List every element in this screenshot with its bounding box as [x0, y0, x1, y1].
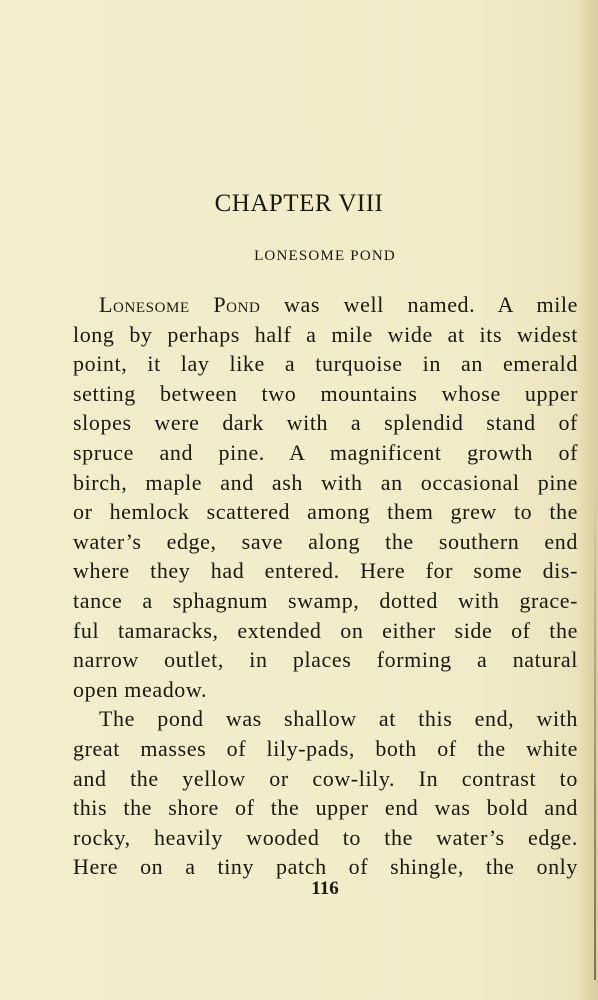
text-line: open meadow. [73, 676, 208, 702]
page-edge-shadow [594, 480, 596, 980]
text-line: Here on a tiny patch of shingle, the only [73, 854, 578, 880]
text-line: great masses of lily-pads, both of the white [73, 735, 578, 761]
text-line: where they had entered. Here for some dis- [73, 558, 578, 584]
text-line: tance a sphagnum swamp, dotted with grace- [73, 587, 578, 613]
text-line: slopes were dark with a splendid stand of [73, 410, 578, 436]
text-line: spruce and pine. A magnificent growth of [73, 439, 578, 465]
text-line: birch, maple and ash with an occasional pine [73, 469, 578, 495]
text-line: narrow outlet, in places forming a natural [73, 647, 578, 673]
text-line: point, it lay like a turquoise in an emerald [73, 351, 578, 377]
chapter-title: CHAPTER VIII [214, 190, 384, 217]
text-line: The pond was shallow at this end, with [99, 706, 578, 732]
text-line-content: was well named. A mile [260, 292, 578, 317]
paragraph-lead: Lonesome Pond [99, 292, 261, 317]
text-line [73, 290, 578, 320]
text-line: setting between two mountains whose upper [73, 380, 578, 406]
body-text [73, 290, 578, 882]
text-line: water’s edge, save along the southern end [73, 528, 578, 554]
text-line: or hemlock scattered among them grew to the [73, 499, 578, 525]
text-line: ful tamaracks, extended on either side of the [73, 617, 578, 643]
text-line: this the shore of the upper end was bold and [73, 795, 578, 821]
page-number: 116 [311, 878, 339, 899]
text-line: rocky, heavily wooded to the water’s edge. [73, 824, 578, 850]
text-line: long by perhaps half a mile wide at its widest [73, 321, 578, 347]
text-line: and the yellow or cow-lily. In contrast to [73, 765, 578, 791]
chapter-subtitle: LONESOME POND [254, 248, 396, 264]
